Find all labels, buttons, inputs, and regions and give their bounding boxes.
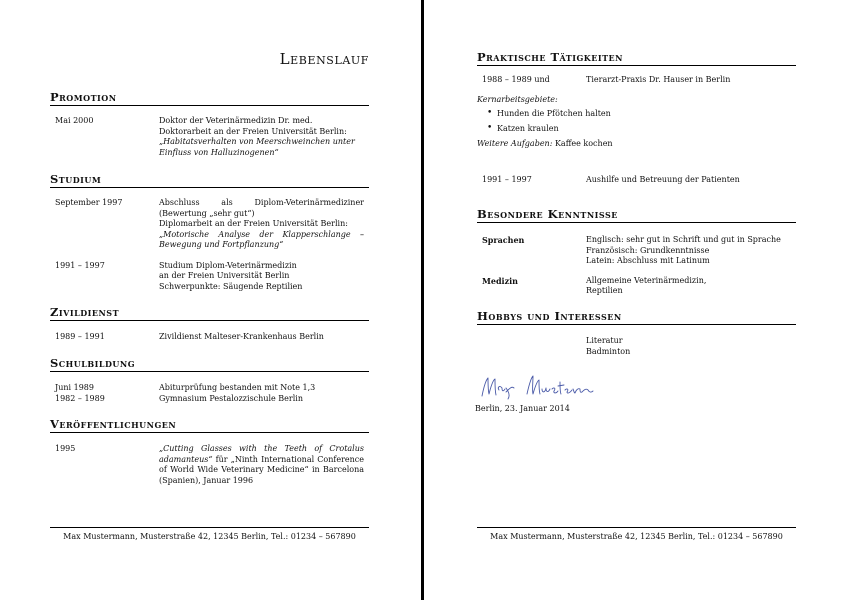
entry-line: Reptilien: [586, 286, 623, 295]
entry-row: [50, 116, 369, 158]
entry-row: [50, 394, 369, 405]
entry-content: Tierarzt-Praxis Dr. Hauser in Berlin: [586, 75, 731, 84]
entry-content: [586, 336, 796, 357]
document-title: Lebenslauf: [279, 50, 369, 68]
entry-line: Studium Diplom-Veterinärmedizin: [159, 260, 297, 270]
entry-line: Latein: Abschluss mit Latinum: [586, 256, 710, 265]
entry-content: [586, 235, 796, 267]
entry-row: [477, 336, 796, 357]
page-footer: Max Mustermann, Musterstraße 42, 12345 Berlin, Tel.: 01234 – 567890: [477, 527, 796, 541]
section-heading: Schulbildung: [50, 356, 369, 372]
signature-image: [479, 372, 599, 400]
entry-row: [50, 332, 369, 343]
entry-row: [477, 235, 796, 267]
entry-line: Literatur: [586, 336, 623, 345]
entry-date: 1988 – 1989 und: [482, 75, 550, 84]
page-left: [0, 0, 420, 600]
entry-content: [159, 444, 369, 486]
section-studium: [50, 172, 369, 292]
entry-date: Juni 1989: [55, 383, 94, 392]
entry-date: 1982 – 1989: [55, 393, 105, 403]
entry-line: Schwerpunkte: Säugende Reptilien: [159, 281, 303, 291]
entry-quote: „Motorische Analyse der Klapperschlange – Bewegung und Fortpflanzung“: [159, 229, 364, 249]
section-heading: Besondere Kenntnisse: [477, 207, 796, 223]
bullet-list: [477, 106, 796, 136]
section-schulbildung: [50, 356, 369, 404]
entry-date: September 1997: [55, 198, 123, 207]
page-footer: Max Mustermann, Musterstraße 42, 12345 Berlin, Tel.: 01234 – 567890: [50, 527, 369, 541]
section-veroeffentlichungen: [50, 417, 369, 486]
entry-date: 1991 – 1997: [55, 260, 105, 270]
kernarbeitsgebiete-label: Kernarbeitsgebiete:: [477, 94, 558, 104]
section-besondere-kenntnisse: [477, 207, 796, 297]
page-right: [424, 0, 844, 600]
entry-line: Abschluss als Diplom-Veterinärmediziner (Bewertung „sehr gut“): [159, 198, 364, 218]
entry-date: 1989 – 1991: [55, 332, 105, 341]
entry-line: Englisch: sehr gut in Schrift und gut in Sprache: [586, 235, 781, 244]
entry-label: Sprachen: [482, 235, 525, 245]
entry-content: Gymnasium Pestalozzischule Berlin: [159, 393, 304, 403]
entry-content: Abiturprüfung bestanden mit Note 1,3: [159, 383, 316, 392]
signature-block: [475, 372, 599, 415]
entry-line: Doktorarbeit an der Freien Universität Berlin:: [159, 126, 347, 136]
entry-date: [477, 336, 586, 357]
entry-content: [159, 261, 369, 293]
entry-date: 1995: [55, 444, 76, 453]
entry-content: [159, 116, 369, 158]
signature-place-date: Berlin, 23. Januar 2014: [475, 404, 570, 413]
entry-line: Doktor der Veterinärmedizin Dr. med.: [159, 116, 313, 125]
entry-line: Diplomarbeit an der Freien Universität Berlin:: [159, 219, 348, 228]
publication-title: „Cutting Glasses with the Teeth of Crotalus adamanteus“: [159, 444, 364, 464]
section-heading: Praktische Tätigkeiten: [477, 50, 796, 66]
section-heading: Zivildienst: [50, 305, 369, 321]
entry-line: Französisch: Grundkenntnisse: [586, 245, 710, 255]
entry-content: Zivildienst Malteser-Krankenhaus Berlin: [159, 332, 324, 341]
entry-line: Badminton: [586, 346, 631, 356]
entry-label: Medizin: [482, 275, 518, 286]
weitere-aufgaben-text: Kaffee kochen: [552, 139, 613, 148]
section-promotion: [50, 90, 369, 158]
entry-date: Mai 2000: [55, 116, 94, 125]
entry-quote: „Habitatsverhalten von Meerschweinchen unter Einfluss von Halluzinogenen“: [159, 137, 355, 157]
entry-row: [50, 383, 369, 394]
weitere-aufgaben-label: Weitere Aufgaben:: [477, 139, 553, 148]
section-zivildienst: [50, 305, 369, 343]
section-heading: Veröffentlichungen: [50, 417, 369, 433]
entry-content: [586, 276, 796, 297]
entry-line: Allgemeine Veterinärmedizin,: [586, 275, 707, 285]
entry-content: Aushilfe und Betreuung der Patienten: [586, 174, 740, 184]
entry-row: [50, 444, 369, 486]
entry-row: [477, 276, 796, 297]
entry-date: 1991 – 1997: [482, 174, 532, 184]
entry-line: an der Freien Universität Berlin: [159, 271, 290, 280]
section-hobbys: [477, 309, 796, 357]
section-heading: Hobbys und Interessen: [477, 309, 796, 325]
entry-row: [477, 175, 796, 186]
publication-details: für „Ninth International Conference of World Wide Veterinary Medicine“ in Barcelona (Spanien), Januar 1996: [159, 454, 364, 485]
entry-row: [50, 261, 369, 293]
section-heading: Promotion: [50, 90, 369, 106]
entry-row: [477, 75, 796, 86]
section-heading: Studium: [50, 172, 369, 188]
entry-content: [159, 198, 369, 251]
section-praktische-taetigkeiten: [477, 50, 796, 185]
list-item: • Hunden die Pfötchen halten: [497, 106, 796, 121]
entry-row: [50, 198, 369, 251]
weitere-aufgaben: [477, 139, 796, 150]
list-item: • Katzen kraulen: [497, 121, 796, 136]
